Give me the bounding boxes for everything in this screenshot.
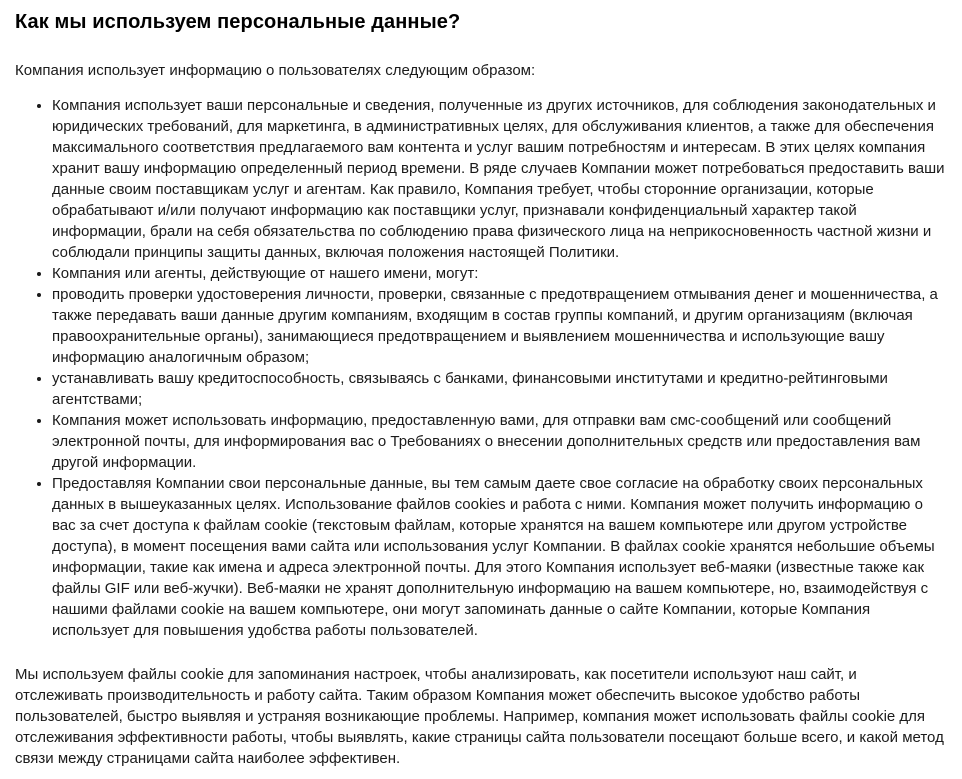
intro-paragraph: Компания использует информацию о пользователях следующим образом: <box>15 62 536 79</box>
usage-list <box>15 95 945 641</box>
list-item: • проводить проверки удостоверения личности, проверки, связанные с предотвращением отмывания денег и мошенничества, а также передавать ваши данные другим компаниям, входящим в состав группы компаний, и другим организациям (включая правоохранительные органы), занимающиеся предотвращением и выявлением мошенничества и использующие вашу информацию аналогичным образом; <box>52 284 945 368</box>
page-title: Как мы используем персональные данные? <box>15 11 461 33</box>
list-item: • Предоставляя Компании свои персональные данные, вы тем самым даете свое согласие на обработку своих персональных данных в вышеуказанных целях. Использование файлов cookies и работа с ними. Компания может получить информацию о вас за счет доступа к файлам cookie (текстовым файлам, которые хранятся на вашем компьютере или другом устройстве доступа), в момент посещения вами сайта или использования услуг Компании. В файлах cookie хранятся небольшие объемы информации, такие как имена и адреса электронной почты. Для этого Компания использует веб-маяки (известные также как файлы GIF или веб-жучки). Веб-маяки не хранят дополнительную информацию на вашем компьютере, но, взаимодействуя с нашими файлами cookie на вашем компьютере, они могут запоминать данные о сайте Компании, которые Компания использует для повышения удобства работы пользователей. <box>52 473 945 641</box>
closing-paragraph: Мы используем файлы cookie для запоминания настроек, чтобы анализировать, как посетители используют наш сайт, и отслеживать производительность и работу сайта. Таким образом Компания может обеспечить высокое удобство работы пользователей, быстро выявляя и устраняя возникающие проблемы. Например, компания может использовать файлы cookie для отслеживания эффективности работы, чтобы выявлять, какие страницы сайта пользователи посещают больше всего, и какой метод связи между страницами сайта наиболее эффективен. <box>15 666 944 767</box>
list-item: • устанавливать вашу кредитоспособность, связываясь с банками, финансовыми институтами и кредитно-рейтинговыми агентствами; <box>52 368 945 410</box>
list-item: • Компания или агенты, действующие от нашего имени, могут: <box>52 263 945 284</box>
list-item: • Компания может использовать информацию, предоставленную вами, для отправки вам смс-сообщений или сообщений электронной почты, для информирования вас о Требованиях о внесении дополнительных средств или предоставления вам другой информации. <box>52 410 945 473</box>
list-item: • Компания использует ваши персональные и сведения, полученные из других источников, для соблюдения законодательных и юридических требований, для маркетинга, в административных целях, для обслуживания клиентов, а также для обеспечения максимального соответствия предлагаемого вам контента и услуг вашим потребностям и интересам. В этих целях компания хранит вашу информацию определенный период времени. В ряде случаев Компании может потребоваться предоставить ваши данные своим поставщикам услуг и агентам. Как правило, Компания требует, чтобы сторонние организации, которые обрабатывают и/или получают информацию как поставщики услуг, признавали конфиденциальный характер такой информации, брали на себя обязательства по соблюдению права физического лица на неприкосновенность частной жизни и соблюдали принципы защиты данных, включая положения настоящей Политики. <box>52 95 945 263</box>
